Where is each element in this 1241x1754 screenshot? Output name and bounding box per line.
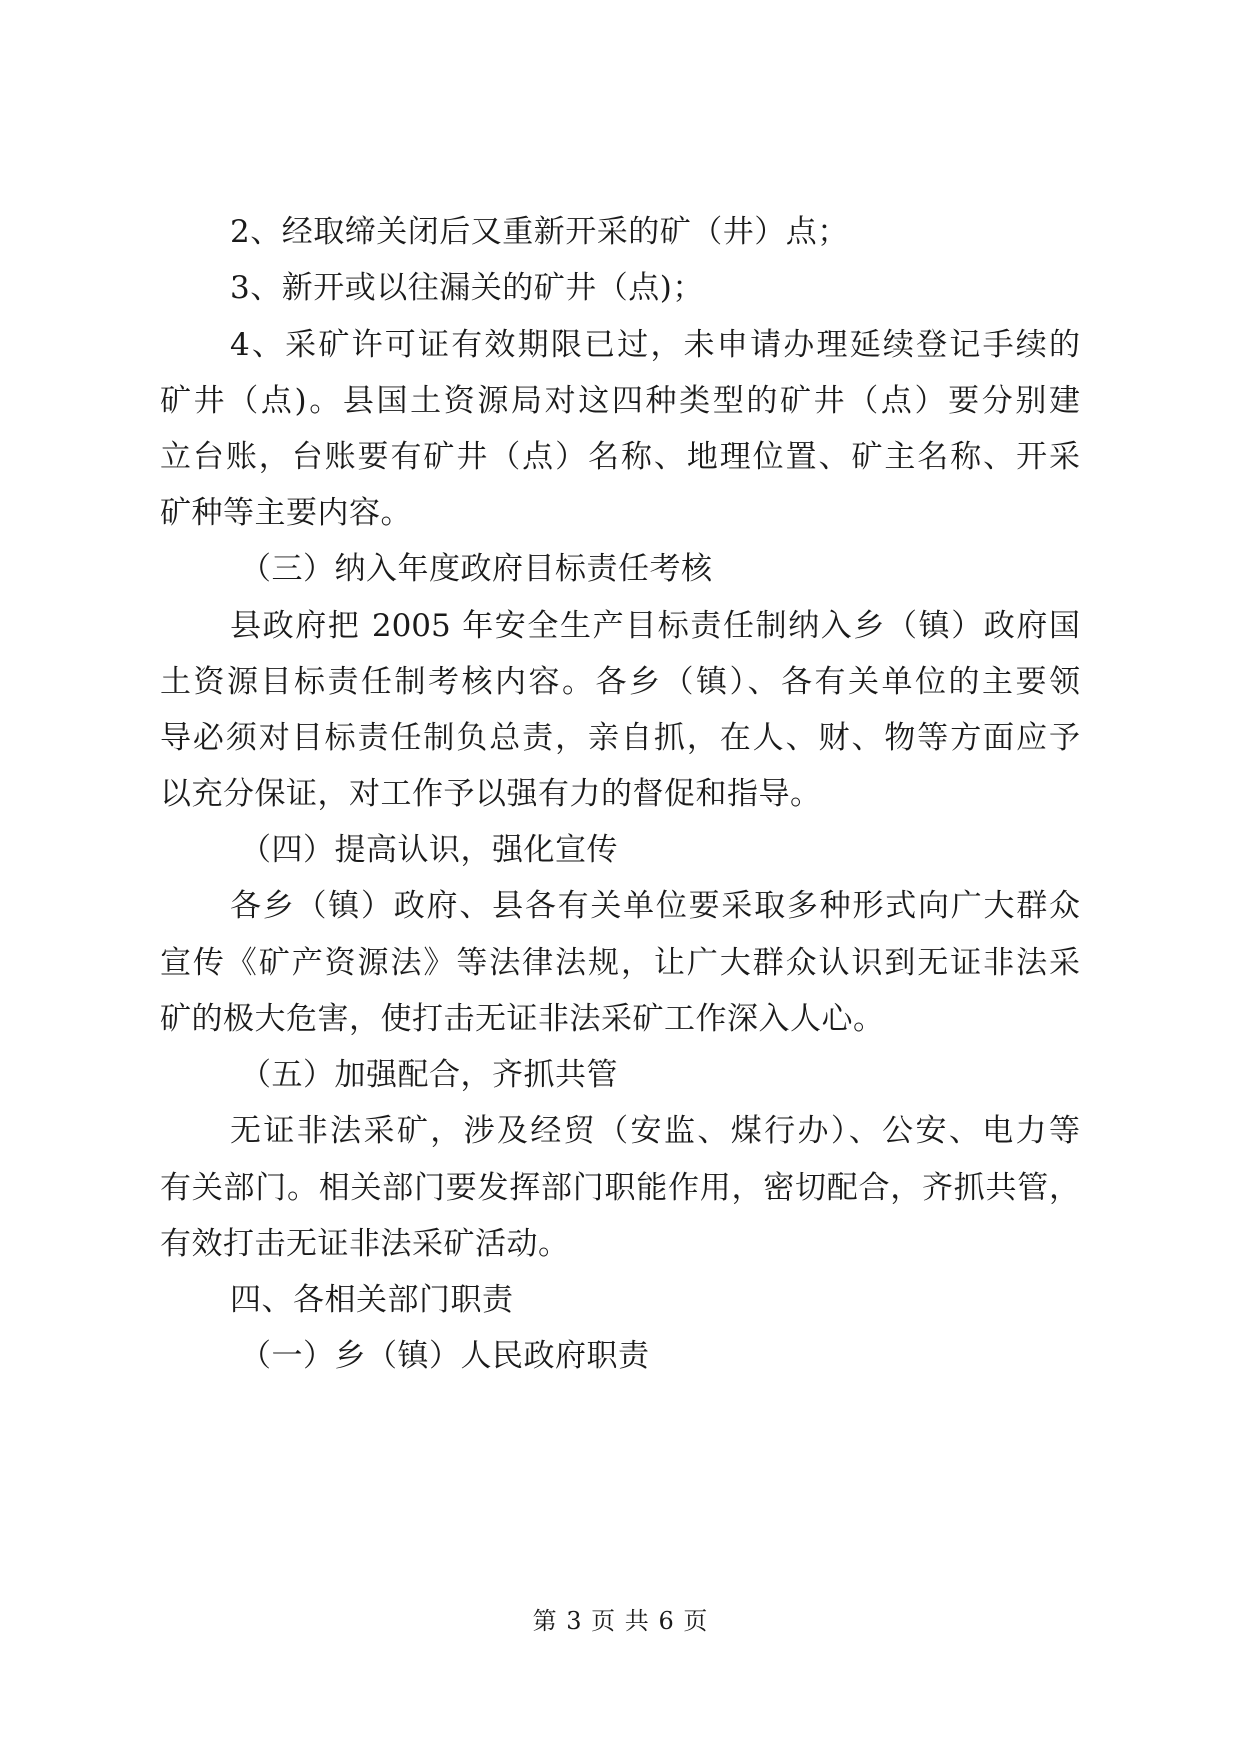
section-heading-4-1: （一）乡（镇）人民政府职责 (240, 1338, 650, 1374)
paragraph-line: 无证非法采矿，涉及经贸（安监、煤行办）、公安、电力等 (230, 1113, 1080, 1149)
list-item-4: 4、采矿许可证有效期限已过，未申请办理延续登记手续的 (230, 327, 1080, 363)
section-heading-5: （五）加强配合，齐抓共管 (240, 1057, 618, 1093)
paragraph-line: 矿的极大危害，使打击无证非法采矿工作深入人心。 (160, 1001, 885, 1037)
paragraph-line: 各乡（镇）政府、县各有关单位要采取多种形式向广大群众 (230, 888, 1080, 924)
paragraph-line: 土资源目标责任制考核内容。各乡（镇）、各有关单位的主要领 (160, 664, 1080, 700)
list-item-2: 2、经取缔关闭后又重新开采的矿（井）点； (230, 214, 849, 250)
section-heading-4: （四）提高认识，强化宣传 (240, 832, 618, 868)
paragraph-line: 矿种等主要内容。 (160, 495, 412, 531)
section-heading-3: （三）纳入年度政府目标责任考核 (240, 551, 713, 587)
paragraph-line: 宣传《矿产资源法》等法律法规，让广大群众认识到无证非法采 (160, 945, 1080, 981)
paragraph-line: 立台账，台账要有矿井（点）名称、地理位置、矿主名称、开采 (160, 439, 1080, 475)
list-item-3: 3、新开或以往漏关的矿井（点)； (230, 270, 704, 306)
page-number-footer: 第 3 页 共 6 页 (532, 1607, 709, 1635)
chapter-heading-4: 四、各相关部门职责 (230, 1282, 514, 1318)
paragraph-line: 导必须对目标责任制负总责，亲自抓，在人、财、物等方面应予 (160, 720, 1080, 756)
paragraph-line: 以充分保证，对工作予以强有力的督促和指导。 (160, 776, 822, 812)
paragraph-line: 有关部门。相关部门要发挥部门职能作用，密切配合，齐抓共管， (160, 1170, 1080, 1206)
paragraph-line: 矿井（点)。县国土资源局对这四种类型的矿井（点）要分别建 (160, 383, 1080, 419)
paragraph-line: 县政府把 2005 年安全生产目标责任制纳入乡（镇）政府国 (230, 608, 1080, 644)
paragraph-line: 有效打击无证非法采矿活动。 (160, 1226, 570, 1262)
